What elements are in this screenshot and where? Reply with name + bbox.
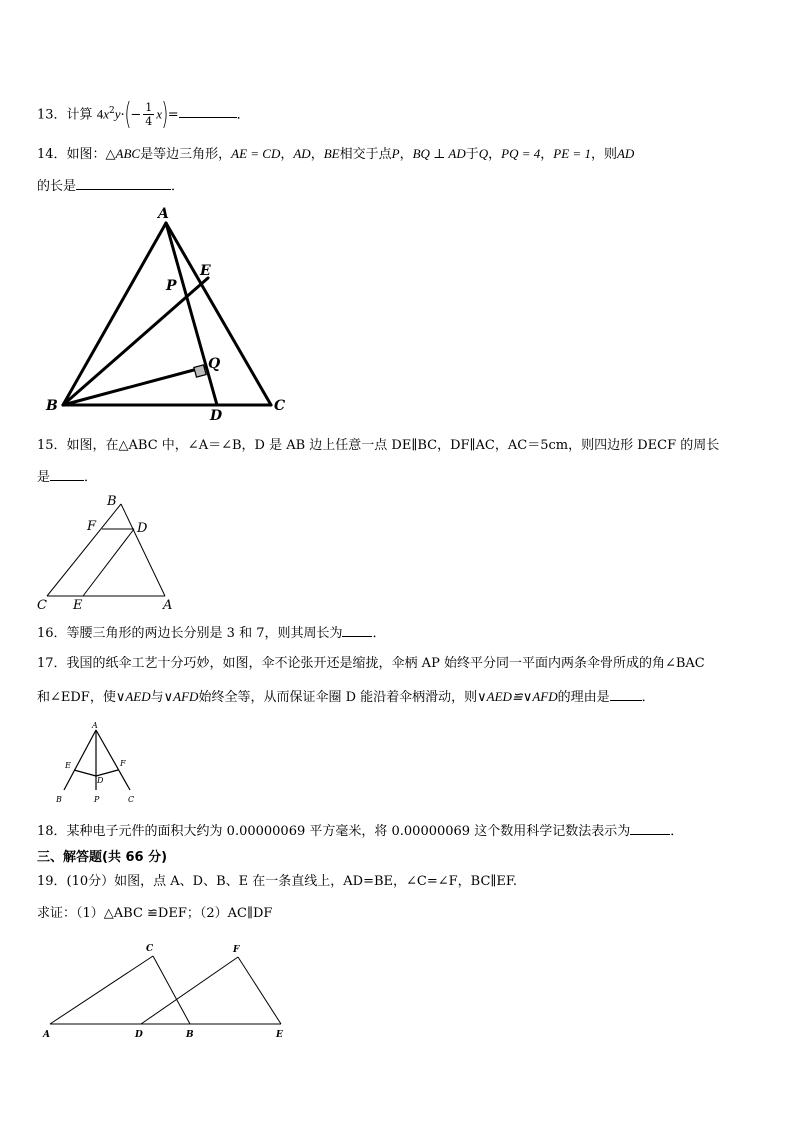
question-15-line1	[37, 437, 719, 455]
q18-answer-blank[interactable]	[630, 822, 670, 835]
q14-label-p: P	[166, 278, 177, 294]
q14-label-q: Q	[208, 356, 221, 372]
q17-text: 的理由是	[557, 690, 610, 705]
q17-label-b: B	[56, 795, 62, 804]
q13-end: ．	[236, 107, 250, 123]
q19-label-d: D	[135, 1030, 143, 1040]
q13-frac-num: 1	[145, 101, 153, 115]
q15-figure	[35, 492, 185, 614]
q17-answer-blank[interactable]	[610, 688, 642, 701]
q19-text: 19．(10分）如图，点 A、D、B、E 在一条直线上，AD=BE，∠C=∠F，BC∥EF.	[37, 874, 518, 889]
q13-fraction	[143, 101, 154, 128]
q15-segment-de	[83, 529, 134, 596]
q14-side-ab	[63, 223, 166, 405]
q17-text: 和∠EDF，使	[37, 690, 116, 705]
q15-side-ab	[121, 504, 165, 596]
q15-label-c: C	[37, 598, 47, 613]
q15-label-e: E	[73, 598, 83, 613]
question-19-line2	[37, 905, 272, 923]
q13-coef: 4	[96, 106, 104, 122]
q14-text: ，	[488, 147, 502, 162]
q14-side-ac	[166, 223, 271, 405]
q19-text: 求证：（1）△ABC ≌DEF；（2）AC∥DF	[37, 906, 273, 921]
q14-answer-blank[interactable]	[76, 177, 171, 190]
q14-math: P	[391, 146, 400, 161]
q14-figure	[40, 200, 300, 425]
q13-y: y	[114, 106, 121, 122]
q14-text: 是等边三角形，	[140, 147, 232, 162]
q13-exp: 2	[108, 106, 115, 116]
q19-label-b: B	[186, 1030, 194, 1040]
q19-label-f: F	[233, 945, 240, 955]
q13-var: x	[156, 106, 163, 122]
q15-side-bc	[47, 504, 121, 596]
q17-label-d: D	[97, 776, 104, 785]
q14-math: AD	[616, 146, 635, 161]
q14-label-c: C	[274, 398, 286, 414]
q18-end: ．	[670, 824, 684, 839]
q17-math: ∨AFD	[163, 689, 199, 704]
q17-end: ．	[641, 690, 655, 705]
q17-label-f: F	[120, 759, 126, 768]
q17-label-p: P	[94, 795, 100, 804]
q17-label-e: E	[65, 761, 71, 770]
q17-strut-ed	[74, 770, 96, 776]
q14-label-d: D	[210, 408, 223, 424]
q13-sign: −	[130, 107, 142, 123]
q19-segment-fe	[238, 957, 281, 1024]
q14-segment-ad	[166, 223, 217, 405]
q19-figure	[38, 940, 298, 1040]
q14-text: 相交于点	[339, 147, 392, 162]
q13-x: x	[103, 106, 109, 122]
question-19-line1	[37, 873, 517, 891]
q17-text: 与	[150, 690, 164, 705]
q14-math: BE	[323, 146, 340, 161]
q13-dot: ·	[120, 107, 125, 123]
q14-end: ．	[171, 179, 185, 194]
q13-answer-blank[interactable]	[179, 105, 237, 118]
q15-end: ．	[84, 470, 98, 485]
q14-math: Q	[478, 146, 489, 161]
question-15-line2	[37, 468, 97, 487]
q17-figure	[52, 720, 142, 810]
q15-line2-text: 是	[37, 470, 51, 485]
q14-label-e: E	[200, 263, 211, 279]
q19-segment-df	[141, 957, 238, 1024]
q13-right-paren: )	[161, 96, 169, 132]
q17-math: ∨AED≌∨AFD	[477, 689, 558, 704]
q13-frac-den: 4	[145, 115, 153, 129]
q14-text: ，	[540, 147, 554, 162]
q18-text: 18．某种电子元件的面积大约为 0.00000069 平方毫米，将 0.00000069 这个数用科学记数法表示为	[37, 824, 631, 839]
q14-math: AD	[293, 146, 311, 161]
question-16	[37, 624, 386, 643]
q15-label-a: A	[163, 598, 173, 613]
q14-text: ，则	[590, 147, 617, 162]
q19-label-c: C	[146, 944, 154, 954]
q17-label-c: C	[128, 795, 135, 804]
q14-label-b: B	[46, 398, 58, 414]
q14-text: 于	[465, 147, 479, 162]
q13-equals: =	[167, 107, 179, 123]
q19-label-a: A	[43, 1030, 50, 1040]
q14-math: PE = 1	[553, 146, 591, 161]
q17-text: 17．我国的纸伞工艺十分巧妙，如图，伞不论张开还是缩拢，伞柄 AP 始终平分同一平面内两条伞骨所成的角∠BAC	[37, 656, 705, 671]
q15-label-f: F	[87, 519, 97, 534]
question-17-line2	[37, 688, 655, 707]
q19-segment-ac	[50, 956, 153, 1024]
q14-text: ，	[310, 147, 324, 162]
q15-label-b: B	[107, 494, 117, 509]
q15-text: 15．如图，在△ABC 中，∠A＝∠B，D 是 AB 边上任意一点 DE∥BC，DF∥AC，AC＝5cm，则四边形 DECF 的周长	[37, 438, 720, 453]
question-17-line1	[37, 655, 705, 673]
q14-text: ，	[399, 147, 413, 162]
q14-number: 14．如图：	[37, 147, 106, 162]
q13-prefix: 13．计算	[37, 107, 93, 123]
q16-answer-blank[interactable]	[342, 624, 372, 637]
question-14-line2	[37, 177, 184, 196]
q14-math: BQ ⊥ AD	[412, 146, 466, 161]
q13-left-paren: (	[123, 96, 131, 132]
q15-label-d: D	[137, 521, 148, 536]
q17-math: ∨AED	[115, 689, 151, 704]
q16-end: ．	[372, 626, 386, 641]
section-3-heading: 三、解答题(共 66 分)	[37, 850, 168, 865]
question-18	[37, 822, 683, 841]
q19-label-e: E	[276, 1030, 283, 1040]
q19-segment-cb	[153, 956, 190, 1024]
question-13	[37, 96, 250, 130]
q17-rib-ab	[64, 730, 96, 790]
q14-text: ，	[280, 147, 294, 162]
q14-line2-text: 的长是	[37, 179, 77, 194]
q17-label-a: A	[92, 721, 98, 730]
q16-text: 16．等腰三角形的两边长分别是 3 和 7，则其周长为	[37, 626, 343, 641]
q14-math: PQ = 4	[501, 146, 541, 161]
q17-text: 始终全等，从而保证伞圈 D 能沿着伞柄滑动，则	[198, 690, 478, 705]
q14-math: AE = CD	[231, 146, 281, 161]
q14-triangle: △ABC	[105, 146, 141, 161]
q14-label-a: A	[158, 206, 169, 222]
question-14-line1	[37, 145, 634, 164]
q15-answer-blank[interactable]	[50, 468, 84, 481]
q14-right-angle-mark	[194, 365, 206, 377]
